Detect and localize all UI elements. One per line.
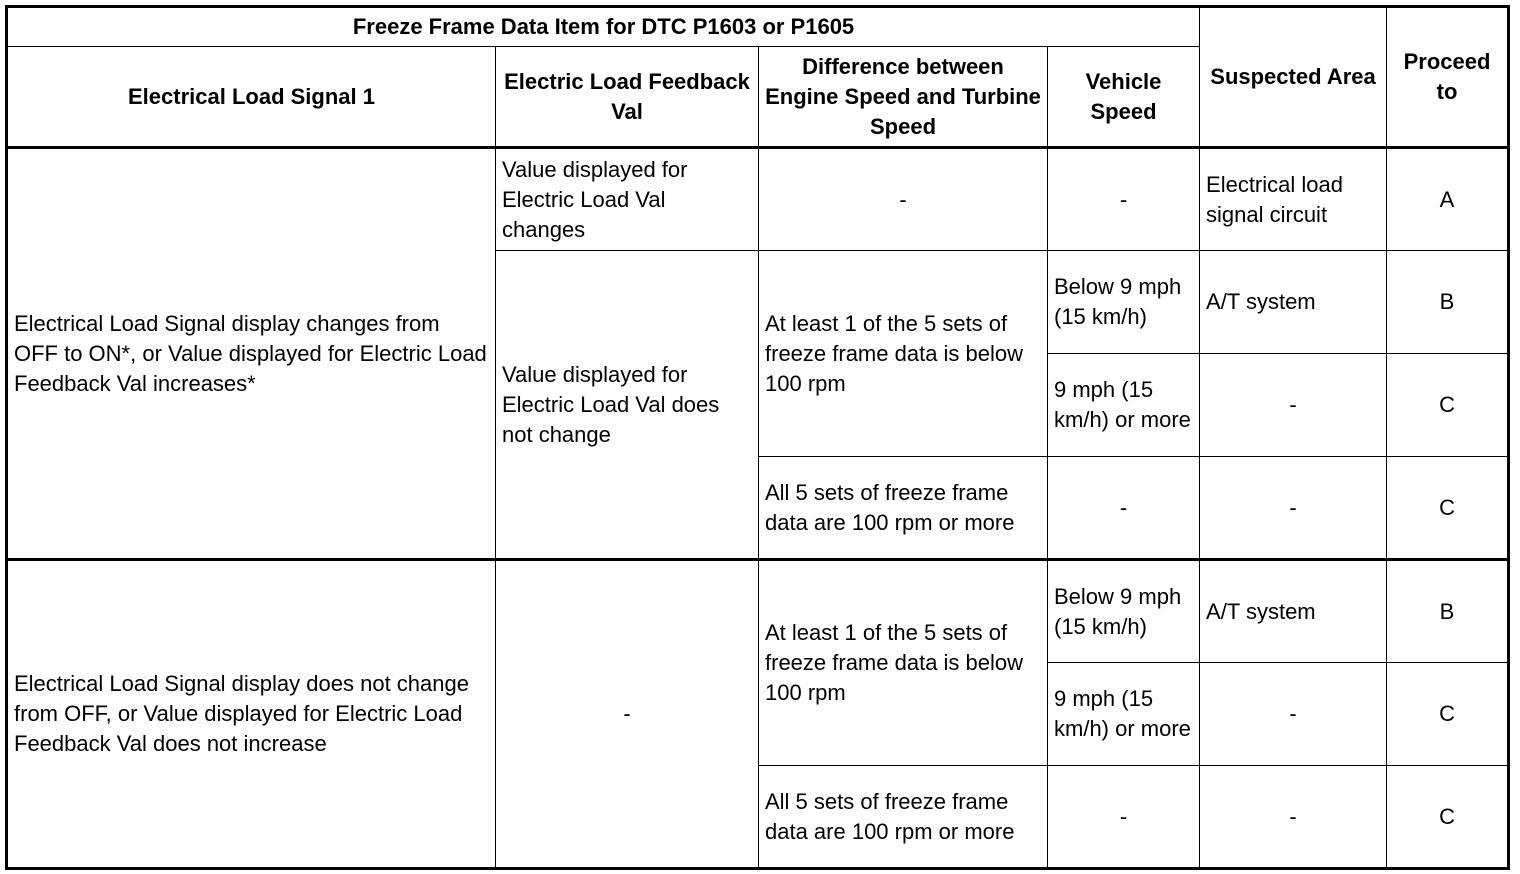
- difference-cell: -: [759, 148, 1048, 251]
- proceed-cell: B: [1387, 560, 1509, 663]
- difference-cell: At least 1 of the 5 sets of freeze frame data is below 100 rpm: [759, 251, 1048, 457]
- freeze-frame-table: [5, 5, 1510, 870]
- suspected-area-cell: A/T system: [1200, 560, 1387, 663]
- difference-cell: All 5 sets of freeze frame data are 100 rpm or more: [759, 766, 1048, 869]
- vehicle-speed-cell: Below 9 mph (15 km/h): [1048, 560, 1200, 663]
- signal-cell: Electrical Load Signal display changes from OFF to ON*, or Value displayed for Electric Load Feedback Val increases*: [7, 148, 496, 560]
- proceed-cell: C: [1387, 354, 1509, 457]
- vehicle-speed-header: Vehicle Speed: [1048, 47, 1200, 148]
- feedback-cell: -: [496, 560, 759, 869]
- suspected-area-cell: -: [1200, 457, 1387, 560]
- vehicle-speed-cell: -: [1048, 148, 1200, 251]
- feedback-header: Electric Load Feedback Val: [496, 47, 759, 148]
- header-row-1: [7, 7, 1509, 47]
- vehicle-speed-cell: 9 mph (15 km/h) or more: [1048, 354, 1200, 457]
- difference-cell: At least 1 of the 5 sets of freeze frame data is below 100 rpm: [759, 560, 1048, 766]
- difference-cell: All 5 sets of freeze frame data are 100 rpm or more: [759, 457, 1048, 560]
- suspected-area-cell: -: [1200, 766, 1387, 869]
- proceed-cell: A: [1387, 148, 1509, 251]
- vehicle-speed-cell: -: [1048, 766, 1200, 869]
- vehicle-speed-cell: 9 mph (15 km/h) or more: [1048, 663, 1200, 766]
- feedback-cell: Value displayed for Electric Load Val changes: [496, 148, 759, 251]
- vehicle-speed-cell: Below 9 mph (15 km/h): [1048, 251, 1200, 354]
- proceed-cell: C: [1387, 766, 1509, 869]
- feedback-cell: Value displayed for Electric Load Val does not change: [496, 251, 759, 560]
- difference-header: Difference between Engine Speed and Turbine Speed: [759, 47, 1048, 148]
- group-title-header: Freeze Frame Data Item for DTC P1603 or P1605: [7, 7, 1200, 47]
- suspected-area-cell: -: [1200, 663, 1387, 766]
- suspected-area-cell: -: [1200, 354, 1387, 457]
- suspected-area-cell: Electrical load signal circuit: [1200, 148, 1387, 251]
- proceed-cell: C: [1387, 663, 1509, 766]
- proceed-cell: C: [1387, 457, 1509, 560]
- proceed-cell: B: [1387, 251, 1509, 354]
- table-row: [7, 148, 1509, 251]
- signal-cell: Electrical Load Signal display does not change from OFF, or Value displayed for Electric Load Feedback Val does not increase: [7, 560, 496, 869]
- proceed-to-header: Proceed to: [1387, 7, 1509, 148]
- dtc-table-wrapper: [5, 5, 1510, 870]
- suspected-area-cell: A/T system: [1200, 251, 1387, 354]
- suspected-area-header: Suspected Area: [1200, 7, 1387, 148]
- signal-header: Electrical Load Signal 1: [7, 47, 496, 148]
- table-row: [7, 560, 1509, 663]
- vehicle-speed-cell: -: [1048, 457, 1200, 560]
